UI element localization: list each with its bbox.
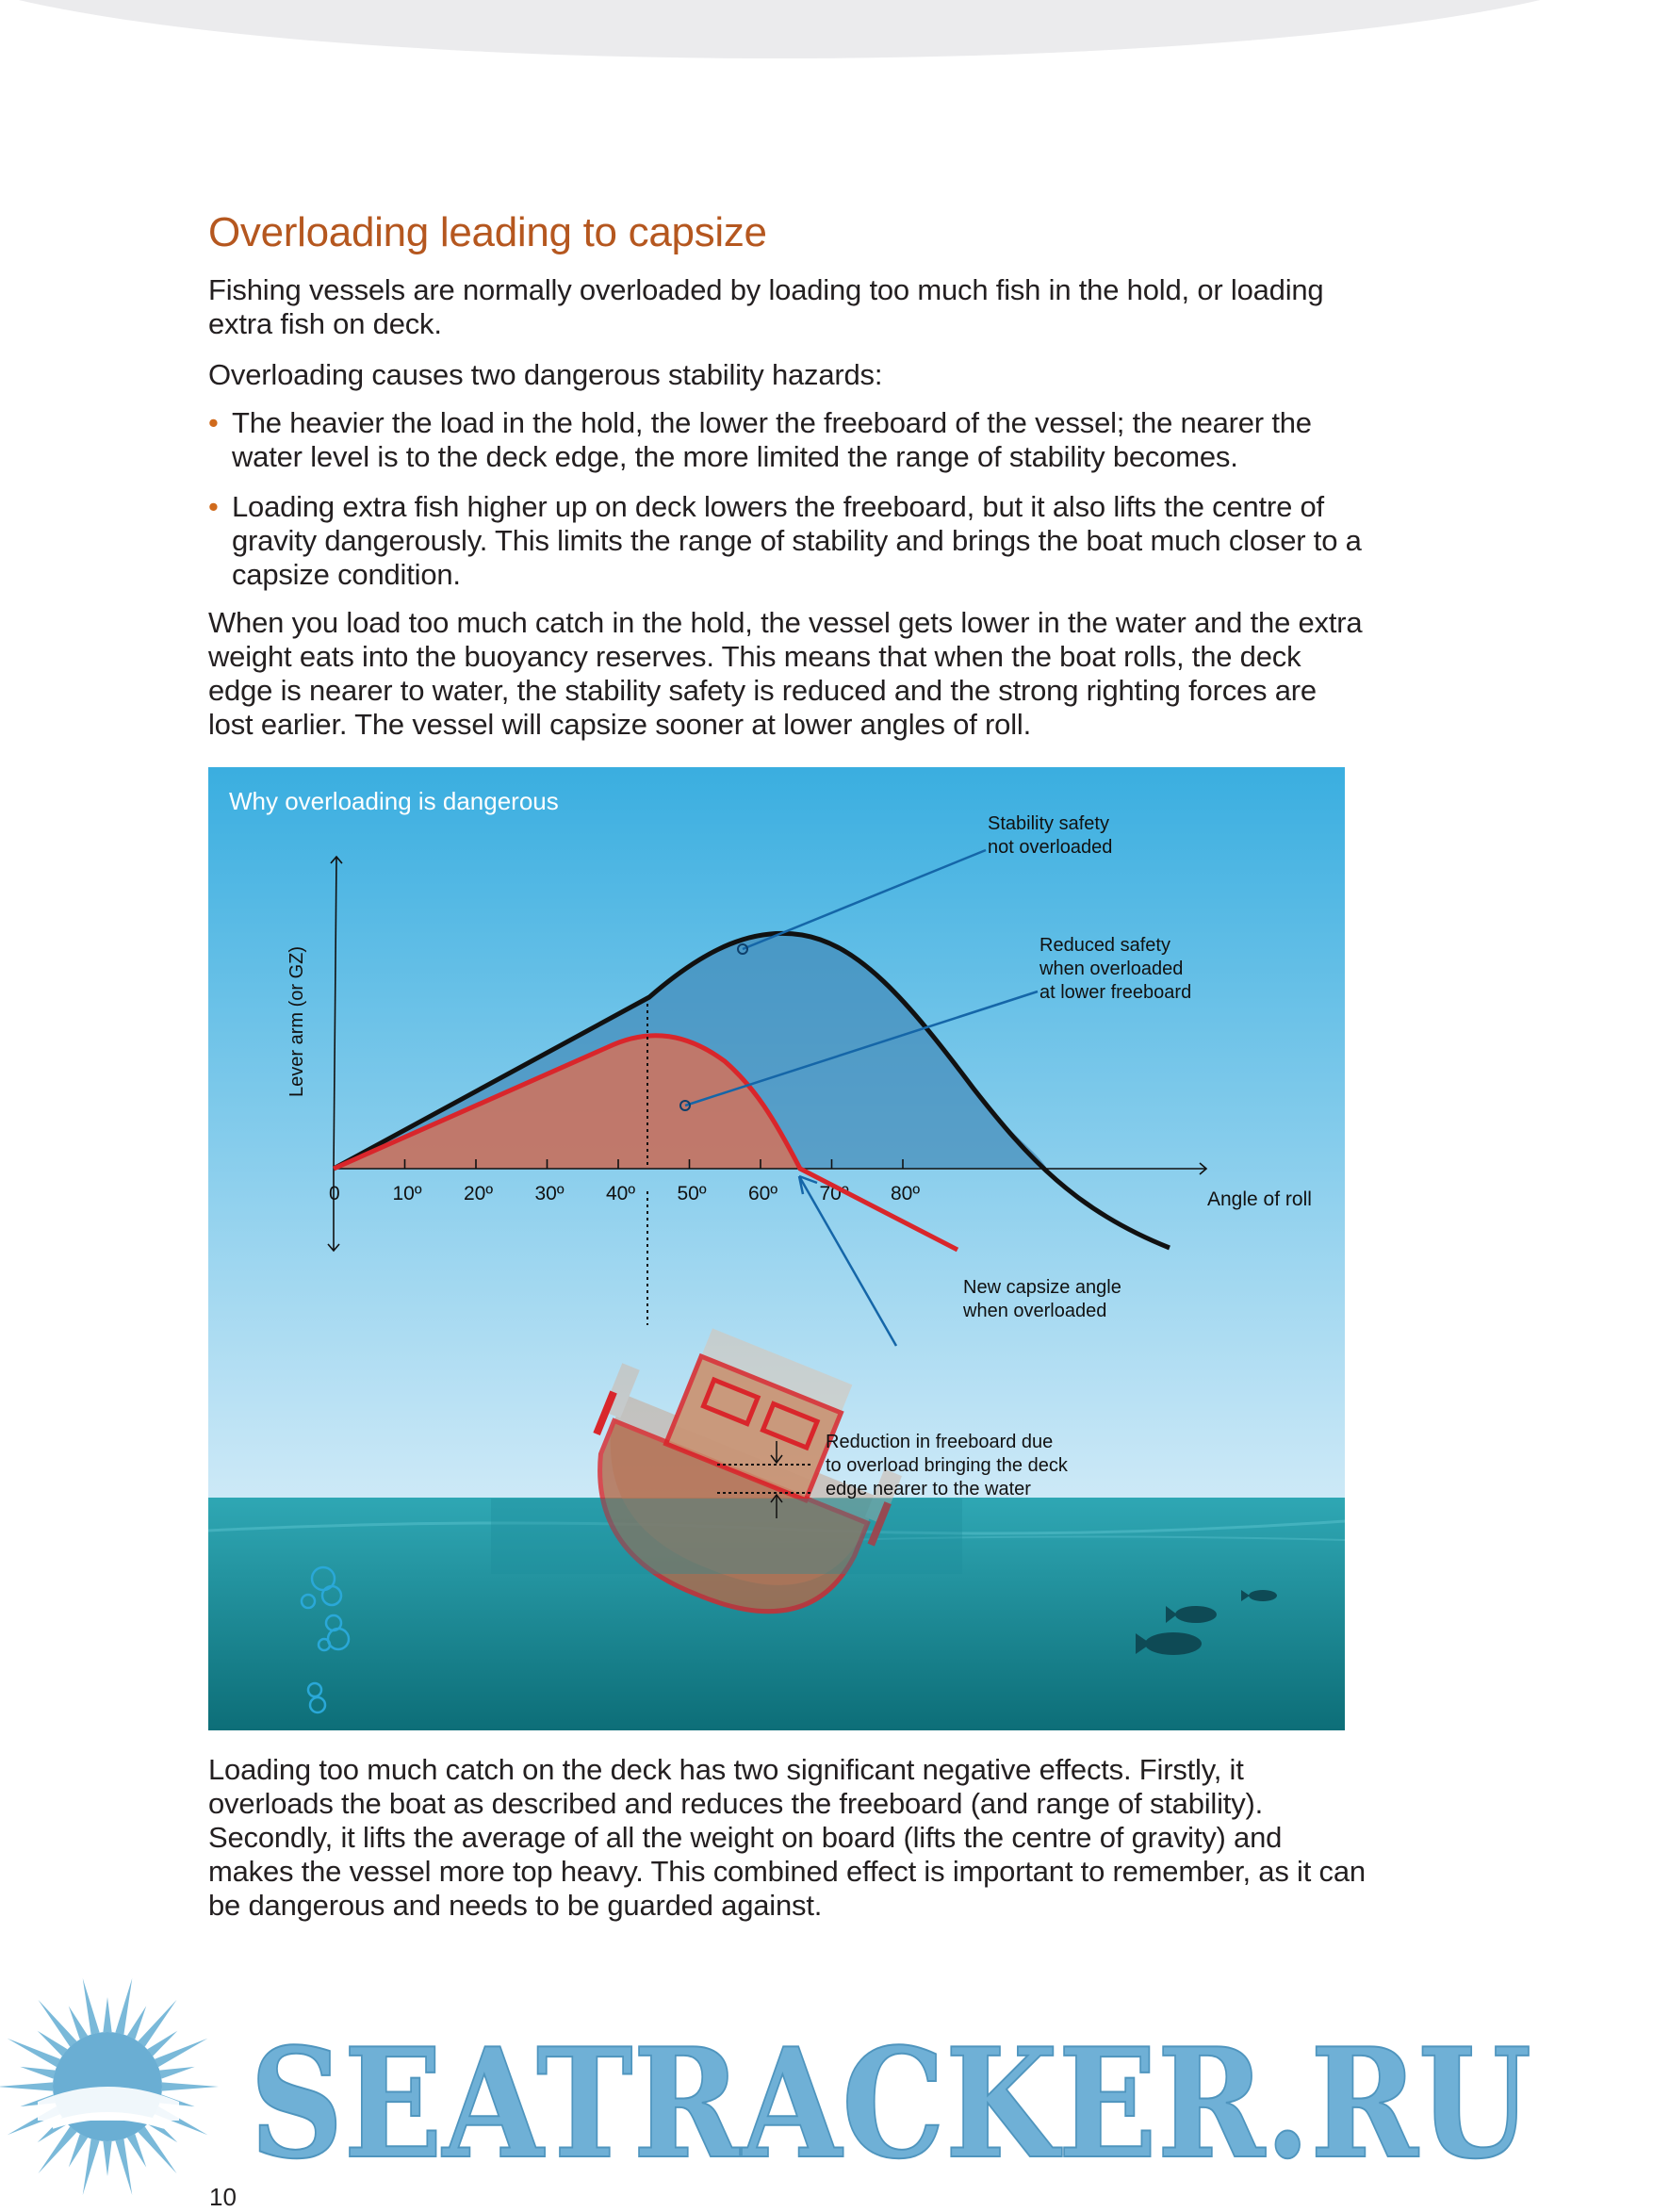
- x-tick-label: 80º: [891, 1183, 921, 1204]
- hold-paragraph: When you load too much catch in the hold, the vessel gets lower in the water and the extra weight eats into the buoyancy reserves. This means that when the boat rolls, the deck edge is nearer to water, the stability safety is reduced and the strong righting forces are lost earlier. The vessel will capsize sooner at lower angles of roll.: [208, 606, 1363, 741]
- x-tick-label: 40º: [606, 1183, 636, 1204]
- watermark-text: SEATRACKER.RU: [250, 2015, 1531, 2192]
- callout-text-line: not overloaded: [988, 837, 1113, 858]
- watermark: [0, 1970, 1559, 2204]
- callout-text-line: at lower freeboard: [1039, 982, 1192, 1003]
- section-title: Overloading leading to capsize: [208, 209, 767, 255]
- callout-text-line: Reduced safety: [1039, 935, 1170, 956]
- x-tick-label: 50º: [677, 1183, 707, 1204]
- sun-ray: [138, 2000, 176, 2047]
- sun-ray: [83, 2138, 100, 2195]
- water-overlay: [491, 1499, 962, 1574]
- y-axis-label: Lever arm (or GZ): [286, 945, 307, 1097]
- callout-text-line: Stability safety: [988, 813, 1109, 834]
- header-decoration: [0, 0, 1653, 58]
- callout-text-line: when overloaded: [963, 1301, 1107, 1321]
- stability-diagram: [208, 767, 1345, 1730]
- hazards-intro: Overloading causes two dangerous stability hazards:: [208, 358, 883, 391]
- sun-ray: [127, 2134, 146, 2168]
- callout-text-line: when overloaded: [1039, 959, 1184, 979]
- x-tick-label: 20º: [464, 1183, 494, 1204]
- callout-text: [1039, 935, 1191, 1003]
- callout-text-line: to overload bringing the deck: [826, 1455, 1068, 1476]
- sun-ray: [115, 1978, 132, 2035]
- sun-ray: [162, 2082, 219, 2090]
- x-tick-label: 0: [329, 1183, 340, 1204]
- x-tick-label: 60º: [748, 1183, 778, 1204]
- sun-ray: [127, 2006, 146, 2040]
- sun-ray: [69, 2006, 88, 2040]
- bullet-text: The heavier the load in the hold, the lower the freeboard of the vessel; the nearer the water level is to the deck edge, the more limited the range of stability becomes.: [232, 406, 1312, 473]
- sun-ray: [115, 2138, 132, 2195]
- sun-ray: [0, 2082, 53, 2090]
- diagram-title: Why overloading is dangerous: [229, 787, 559, 815]
- sun-ray: [103, 1997, 111, 2032]
- bullet-dot-icon: •: [208, 406, 219, 439]
- callout-text-line: Reduction in freeboard due: [826, 1432, 1054, 1452]
- bullet-dot-icon: •: [208, 490, 219, 523]
- bullet-text: Loading extra fish higher up on deck lowers the freeboard, but it also lifts the centre of gravity dangerously. This limits the range of stability and brings the boat much closer to a capsize condition.: [232, 490, 1362, 591]
- sun-ray: [138, 2126, 176, 2173]
- x-tick-label: 70º: [819, 1183, 849, 1204]
- x-tick-label: 10º: [392, 1183, 422, 1204]
- sun-ray: [159, 2067, 194, 2079]
- x-axis-label: Angle of roll: [1207, 1188, 1312, 1210]
- x-tick-label: 30º: [534, 1183, 565, 1204]
- bullet-item-hold: [208, 406, 1372, 474]
- sun-icon: [0, 1978, 219, 2195]
- page-number: 10: [209, 2183, 237, 2211]
- callout-text-line: New capsize angle: [963, 1277, 1121, 1298]
- bullet-item-deck: [208, 490, 1372, 592]
- deck-paragraph: Loading too much catch on the deck has two significant negative effects. Firstly, it overloads the boat as described and reduces the freeboard (and range of stability). Secondly, it lifts the average of all the weight on board (lifts the centre of gravity) and makes the vessel more top heavy. This combined effect is important to remember, as it can be dangerous and needs to be guarded against.: [208, 1753, 1366, 1922]
- callout-text-line: edge nearer to the water: [826, 1479, 1031, 1499]
- sun-ray: [103, 2141, 111, 2176]
- sun-ray: [83, 1978, 100, 2035]
- sun-ray: [20, 2067, 55, 2079]
- sun-ray: [69, 2134, 88, 2168]
- sun-ray: [38, 2000, 76, 2047]
- intro-paragraph: Fishing vessels are normally overloaded by loading too much fish in the hold, or loading extra fish on deck.: [208, 273, 1324, 340]
- sun-ray: [38, 2126, 76, 2173]
